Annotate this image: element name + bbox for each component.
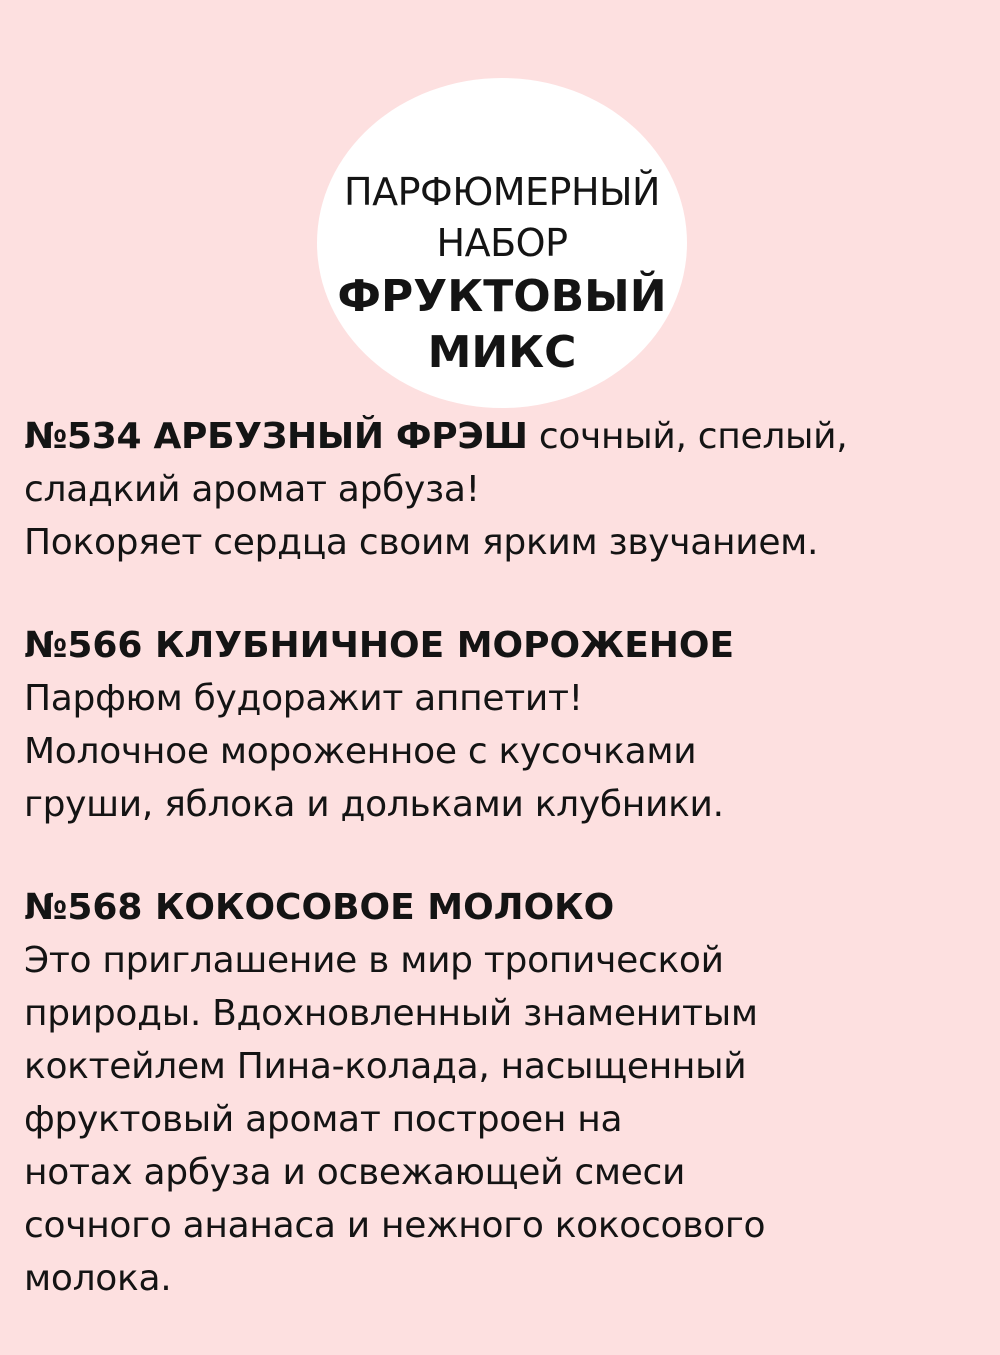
product-568-line-7: молока.	[24, 1258, 172, 1299]
product-566	[24, 619, 984, 831]
product-566-line-1: Парфюм будоражит аппетит!	[24, 678, 583, 719]
product-534-lead: сочный, спелый,	[527, 416, 848, 457]
product-568-line-4: фруктовый аромат построен на	[24, 1099, 623, 1140]
badge-line-2: НАБОР	[436, 221, 568, 265]
product-568-line-2: природы. Вдохновленный знаменитым	[24, 993, 758, 1034]
badge-title-2: МИКС	[427, 327, 577, 378]
product-568-name: №568 КОКОСОВОЕ МОЛОКО	[24, 887, 615, 928]
product-descriptions	[24, 410, 984, 1355]
product-534-line-1: сладкий аромат арбуза!	[24, 469, 480, 510]
product-568-line-5: нотах арбуза и освежающей смеси	[24, 1152, 686, 1193]
product-534-name: №534 АРБУЗНЫЙ ФРЭШ	[24, 416, 528, 457]
product-568	[24, 881, 984, 1305]
badge-title-1: ФРУКТОВЫЙ	[337, 271, 667, 322]
product-568-line-6: сочного ананаса и нежного кокосового	[24, 1205, 766, 1246]
product-534	[24, 410, 984, 569]
product-566-name: №566 КЛУБНИЧНОЕ МОРОЖЕНОЕ	[24, 625, 735, 666]
product-534-line-2: Покоряет сердца своим ярким звучанием.	[24, 522, 819, 563]
product-568-line-3: коктейлем Пина-колада, насыщенный	[24, 1046, 747, 1087]
product-566-line-2: Молочное мороженное с кусочками	[24, 731, 697, 772]
product-566-line-3: груши, яблока и дольками клубники.	[24, 784, 724, 825]
badge-line-1: ПАРФЮМЕРНЫЙ	[344, 170, 660, 214]
product-568-line-1: Это приглашение в мир тропической	[24, 940, 724, 981]
header-badge	[317, 167, 687, 381]
product-534-first-line	[24, 410, 984, 463]
